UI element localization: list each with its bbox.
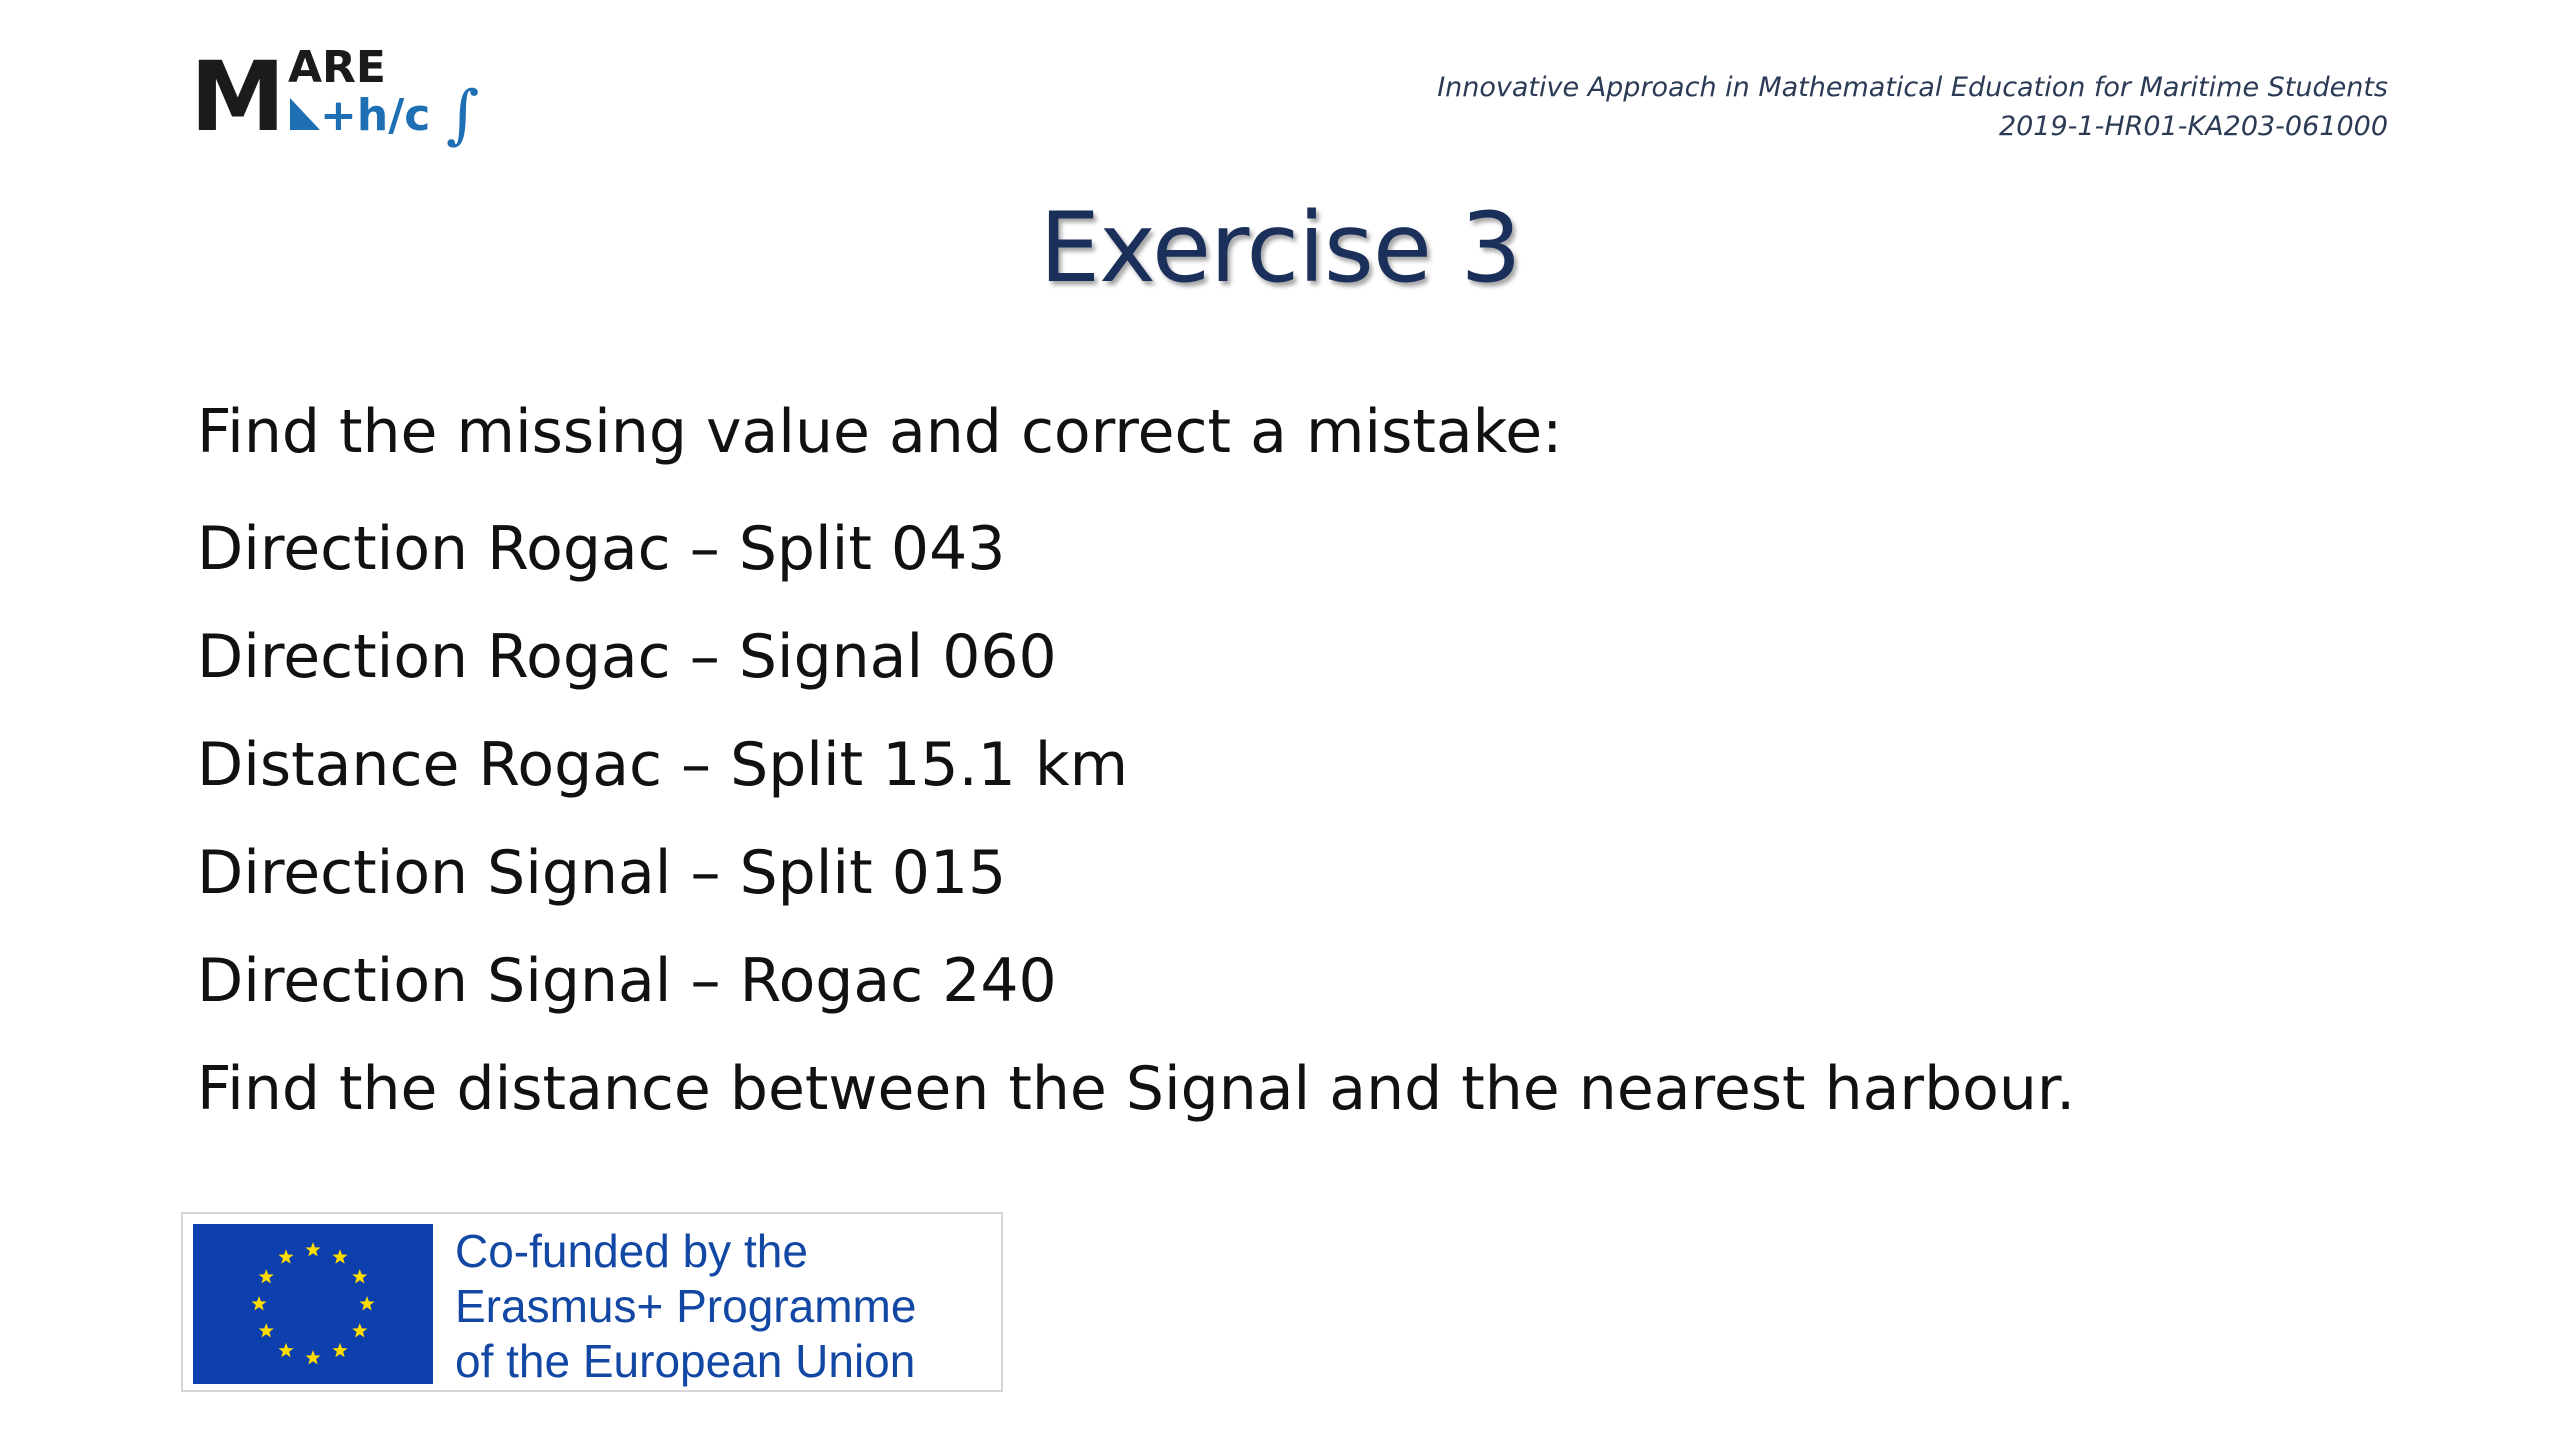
eu-star-icon <box>259 1323 274 1337</box>
page-title: Exercise 3 <box>1039 192 1521 304</box>
eu-star-icon <box>278 1343 293 1357</box>
project-code: 2019-1-HR01-KA203-061000 <box>1998 111 2388 142</box>
eu-flag-icon <box>193 1224 433 1384</box>
eu-star-icon <box>259 1269 274 1283</box>
logo-text-hics: +h/c <box>320 90 431 141</box>
eu-stars-circle-icon <box>193 1224 433 1384</box>
given-line-3: Distance Rogac – Split 15.1 km <box>197 730 1129 800</box>
eu-star-icon <box>352 1269 367 1283</box>
exercise-content <box>197 392 2397 1157</box>
instruction-line: Find the missing value and correct a mistake: <box>197 397 1563 467</box>
given-line-1: Direction Rogac – Split 043 <box>197 514 1006 584</box>
eu-star-icon <box>352 1323 367 1337</box>
eu-star-icon <box>359 1296 374 1310</box>
logo-graphic <box>188 40 508 150</box>
eu-star-icon <box>332 1343 347 1357</box>
eu-star-icon <box>305 1350 320 1364</box>
mare-mathics-logo <box>188 40 508 150</box>
eu-star-icon <box>332 1249 347 1263</box>
erasmus-line-3: of the European Union <box>455 1335 916 1387</box>
logo-letter-m: M <box>190 41 286 150</box>
given-line-5: Direction Signal – Rogac 240 <box>197 946 1057 1016</box>
erasmus-caption <box>455 1224 916 1389</box>
logo-triangle-icon <box>290 98 320 130</box>
logo-text-are: ARE <box>288 42 386 93</box>
question-line: Find the distance between the Signal and the nearest harbour. <box>197 1054 2076 1124</box>
project-title: Innovative Approach in Mathematical Education for Maritime Students <box>1437 72 2388 103</box>
erasmus-line-1: Co-funded by the <box>455 1225 808 1277</box>
logo-integral: ∫ <box>446 78 480 150</box>
erasmus-line-2: Erasmus+ Programme <box>455 1280 917 1332</box>
given-line-2: Direction Rogac – Signal 060 <box>197 622 1057 692</box>
eu-star-icon <box>305 1242 320 1256</box>
given-line-4: Direction Signal – Split 015 <box>197 838 1007 908</box>
eu-star-icon <box>251 1296 266 1310</box>
eu-star-icon <box>278 1249 293 1263</box>
erasmus-badge <box>181 1212 1003 1392</box>
project-info <box>1437 68 2388 146</box>
